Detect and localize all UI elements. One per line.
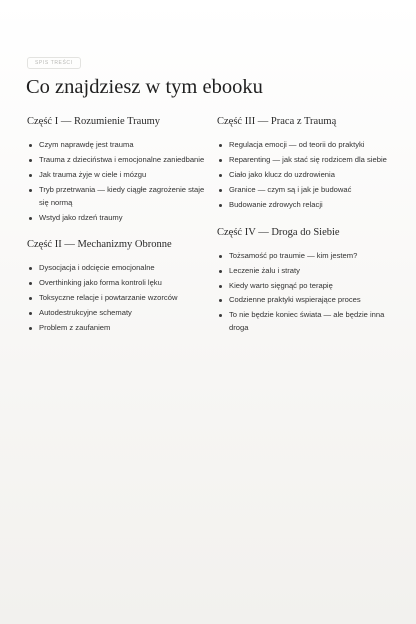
list-item: Jak trauma żyje w ciele i mózgu bbox=[27, 169, 207, 182]
list-item: Kiedy warto sięgnąć po terapię bbox=[217, 280, 397, 293]
list-item: Autodestrukcyjne schematy bbox=[27, 307, 207, 320]
list-item: Ciało jako klucz do uzdrowienia bbox=[217, 169, 397, 182]
list-item: Trauma z dzieciństwa i emocjonalne zaniedbanie bbox=[27, 154, 207, 167]
list-item: Toksyczne relacje i powtarzanie wzorców bbox=[27, 292, 207, 305]
list-item: Problem z zaufaniem bbox=[27, 322, 207, 335]
toc-column-right bbox=[217, 115, 397, 349]
part-item-list bbox=[217, 139, 397, 212]
toc-part-1 bbox=[27, 115, 207, 224]
list-item: Leczenie żalu i straty bbox=[217, 265, 397, 278]
part-item-list bbox=[27, 139, 207, 224]
part-title: Część III — Praca z Traumą bbox=[217, 116, 337, 127]
part-title: Część II — Mechanizmy Obronne bbox=[27, 239, 172, 251]
section-badge: SPIS TREŚCI bbox=[27, 57, 81, 69]
part-title: Część I — Rozumienie Traumy bbox=[27, 116, 160, 127]
toc-part-4 bbox=[217, 226, 397, 335]
list-item: Czym naprawdę jest trauma bbox=[27, 139, 207, 152]
list-item: Tożsamość po traumie — kim jestem? bbox=[217, 250, 397, 263]
list-item: Regulacja emocji — od teorii do praktyki bbox=[217, 139, 397, 152]
toc-column-left bbox=[27, 115, 207, 349]
list-item: Tryb przetrwania — kiedy ciągłe zagrożenie staje się normą bbox=[27, 184, 207, 209]
list-item: To nie będzie koniec świata — ale będzie inna droga bbox=[217, 309, 397, 334]
list-item: Overthinking jako forma kontroli lęku bbox=[27, 277, 207, 290]
part-item-list bbox=[217, 250, 397, 335]
page-title: Co znajdziesz w tym ebooku bbox=[26, 76, 263, 98]
list-item: Budowanie zdrowych relacji bbox=[217, 199, 397, 212]
list-item: Reparenting — jak stać się rodzicem dla siebie bbox=[217, 154, 397, 167]
toc-part-3 bbox=[217, 115, 397, 212]
list-item: Dysocjacja i odcięcie emocjonalne bbox=[27, 262, 207, 275]
list-item: Codzienne praktyki wspierające proces bbox=[217, 294, 397, 307]
part-title: Część IV — Droga do Siebie bbox=[217, 226, 340, 238]
part-item-list bbox=[27, 262, 207, 335]
list-item: Granice — czym są i jak je budować bbox=[217, 184, 397, 197]
toc-part-2 bbox=[27, 238, 207, 335]
list-item: Wstyd jako rdzeń traumy bbox=[27, 212, 207, 225]
